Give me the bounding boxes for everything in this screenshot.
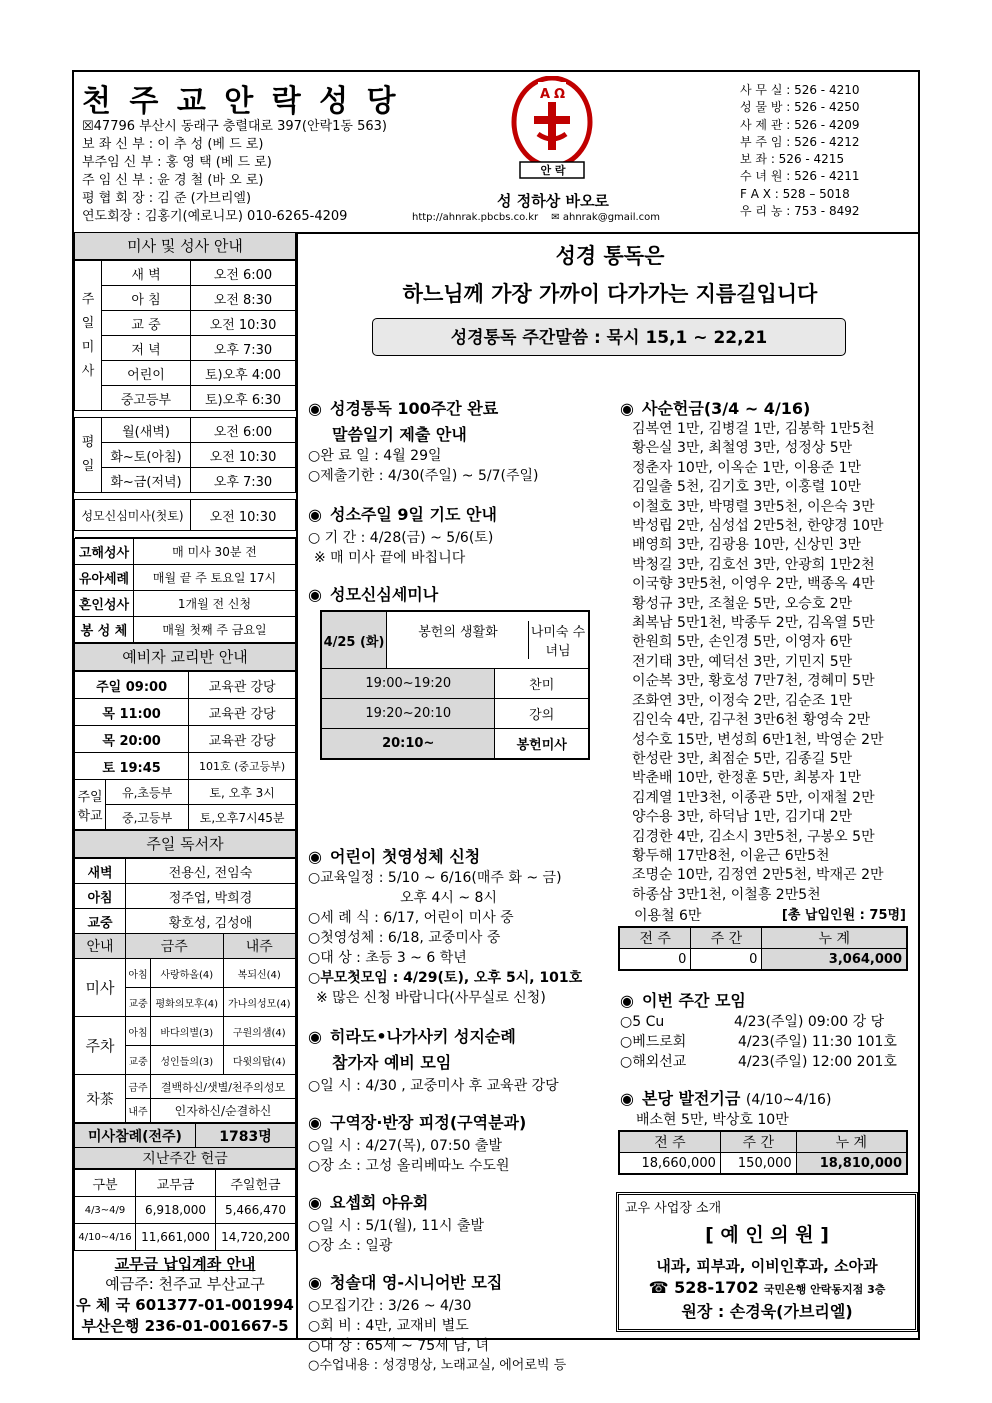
seminar-table: 4/25 (화) 봉헌의 생활화 나미숙 수녀님 19:00~19:20 찬미 19:20~20:10 강의 20:10~ 봉헌미사 [320, 610, 590, 760]
address: ☒47796 부산시 동래구 충렬대로 397(안락1동 563) [82, 119, 387, 134]
catechumen-title: 예비자 교리반 안내 [74, 643, 296, 671]
lent-donor-line: 김인숙 4만, 김구천 3만6천 황영숙 2만 [632, 712, 871, 729]
lent-donor-line: 김경한 4만, 김소시 3만5천, 구봉오 5만 [632, 828, 875, 845]
phone-list [740, 82, 859, 220]
building-total-table: 전 주 주 간 누 계 18,660,000 150,000 18,810,000 [618, 1130, 908, 1175]
weekday-label: 평 일 [75, 418, 102, 493]
clinic-phone: ☎ 528-1702 [648, 1278, 759, 1297]
staff-line: 평 협 회 장 : 김 준 (가브리엘) [82, 191, 252, 206]
notice-district-title: ◉ 구역장·반장 피정(구역분과) [308, 1113, 527, 1132]
phone-line: 사 제 관 : 526 - 4209 [740, 117, 860, 132]
lent-donor-line: 하종삼 3만1천, 이철흥 2만5천 [632, 886, 821, 903]
headline-2: 하느님께 가장 가까이 다가가는 지름길입니다 [402, 282, 818, 306]
staff-line: 부주임 신 부 : 홍 영 택 (베 드 로) [82, 155, 272, 170]
lent-donor-line: 양수용 3만, 하덕남 1만, 김기대 2만 [632, 809, 853, 826]
sunday-label: 주 일 미 사 [75, 261, 102, 411]
bullet-icon: ◉ [308, 1113, 322, 1132]
phone-line: 보 좌 : 526 - 4215 [740, 152, 845, 167]
lent-donor-line: 황은실 3만, 최철영 3만, 성정상 5만 [632, 440, 853, 457]
lent-donor-line: 최복남 5만1천, 박종두 2만, 김옥열 5만 [632, 615, 875, 632]
offering-table: 구분 교무금 주일헌금 4/3~4/9 6,918,000 5,466,470 4/10~4/16 11,661,000 14,720,200 [74, 1169, 296, 1251]
lent-total-table: 전 주 주 간 누 계 0 0 3,064,000 [618, 926, 908, 971]
bulletin-page: 천 주 교 안 락 성 당 ☒47796 부산시 동래구 충렬대로 397(안락1동 563) 보 좌 신 부 : 이 추 성 (베 드 로) 부주임 신 부 : 홍 영 택 (베 드 로) 주 임 신 부 : 윤 경 철 (바 오 로) 평 협 회 장 : 김 준 (가브리엘) 연도회장 : 김홍기(예로니모) 010-6265-4209 A Ω 안 락 성 정하상 바오로 http://ahnrak.pbcbs.co.kr ✉ ahnrak@gmail.com 사 무 실 : 526 - 4210 성 물 방 : 526 - 4250 사 제 관 : 526 - 4209 부 주 임 : 526 - 4212 보 좌 : 526 - 4215 수 녀 원 : 526 - 4211 F A X : 528 – 5018 우 리 농 : 753 - 8492 미사 및 성사 안내 주 일 미 사 새 벽 오전 6:00 아 침 오전 8:30 교 중 오전 10:30 저 녁 오후 7:30 어린이 토)오후 4:00 중고등부 토)오후 6:30 평 일 월(새벽) 오전 6:00 화~토(아침) 오전 10:30 화~금(저녁) 오후 7:30 성모신심미사(첫토) 오전 10:30 고해성사 매 미사 30분 전 유아세례 매월 끝 주 토요일 17시 혼인성사 1개월 전 신청 봉 성 체 매월 첫째 주 금요일 예비자 교리반 안내 주일 09:00 교육관 강당 목 11:00 교육관 강당 목 20:00 교육관 강당 토 19:45 101호 (중고등부) 주일학교 유,초등부 토, 오후 3시 중,고등부 토,오후7시45분 주일 독서자 새벽 전용신, 전임숙 아침 정주업, 박희경 교중 황호성, 김성애 안내 금주 내주 미사 아침 사랑하올(4) 복되신(4) 교중 평화의모후(4) 가나의성모(4) 주차 아침 바다의별(3) 구원의샘(4) 교중 성인들의(3) 다윗의탑(4) 차茶 금주 결백하신/샛별/천주의성모 내주 인자하신/순결하신 미사참례(전주) 1783명 지난주간 헌금 구분 교무금 주일헌금 4/3~4/9 6,918,000 5,466,470 4/10~4/16 11,661,000 14,720,200 교무금 납입계좌 안내 예금주: 천주교 부산교구 우 체 국 601377-01-001994 부산은행 236-01-001667-5 성경 통독은 하느님께 가장 가까이 다가가는 지름길입니다 성경통독 주간말씀 : 묵시 15,1 ~ 22,21 ◉ 성경통독 100주간 완료 말씀일기 제출 안내 ○완 료 일 : 4월 29일 ○제출기한 : 4/30(주일) ~ 5/7(주일) ◉ 성소주일 9일 기도 안내 ○ 기 간 : 4/28(금) ~ 5/6(토) ※ 매 미사 끝에 바칩니다 ◉ 성모신심세미나 4/25 (화) 봉헌의 생활화 나미숙 수녀님 19:00~19:20 찬미 19:20~20:10 강의 20:10~ 봉헌미사 ◉ 어린이 첫영성체 신청 ○교육일정 : 5/10 ~ 6/16(매주 화 ~ 금) 오후 4시 ~ 8시 ○세 례 식 : 6/17, 어린이 미사 중 ○첫영성체 : 6/18, 교중미사 중 ○대 상 : 초등 3 ~ 6 학년 ○부모첫모임 : 4/29(토), 오후 5시, 101호 ※ 많은 신청 바랍니다(사무실로 신청) ◉ 히라도•나가사키 성지순례 참가자 예비 모임 ○일 시 : 4/30 , 교중미사 후 교육관 강당 ◉ 구역장·반장 피정(구역분과) ○일 시 : 4/27(목), 07:50 출발 ○장 소 : 고성 올리베따노 수도원 ◉ 요셉회 야유회 ○일 시 : 5/1(월), 11시 출발 ○장 소 : 일광 ◉ 청솔대 영-시니어반 모집 ○모집기간 : 3/26 ~ 4/30 ○회 비 : 4만, 교재비 별도 ○대 상 : 65세 ~ 75세 남, 녀 ○수업내용 : 성경명상, 노래교실, 에어로빅 등 ◉ 사순헌금(3/4 ~ 4/16) 김복연 1만, 김병걸 1만, 김봉학 1만5천 황은실 3만, 최철영 3만, 성정상 5만 정춘자 10만, 이옥순 1만, 이용준 1만 김일출 5천, 김기호 3만, 이홍렬 10만 이철호 3만, 박명렬 3만5천, 이은숙 3만 박성립 2만, 심성섭 2만5천, 한양경 10만 배영희 3만, 김광용 10만, 신상민 3만 박청길 3만, 김호선 3만, 안광희 1만2천 이국향 3만5천, 이영우 2만, 백종옥 4만 황성규 3만, 조철운 5만, 오승호 2만 최복남 5만1천, 박종두 2만, 김옥열 5만 한원희 5만, 손인경 5만, 이영자 6만 전기태 3만, 예덕선 3만, 기민지 5만 이순복 3만, 황호성 7만7천, 경혜미 5만 조화연 3만, 이정숙 2만, 김순조 1만 김인숙 4만, 김구천 3만6천 황영숙 2만 성수호 15만, 변성희 6만1천, 박영순 2만 한성란 3만, 최점순 5만, 김종길 5만 박춘배 10만, 한정훈 5만, 최봉자 1만 김계열 1만3천, 이종관 5만, 이재철 2만 양수용 3만, 하덕남 1만, 김기대 2만 김경한 4만, 김소시 3만5천, 구봉오 5만 황두해 17만8천, 이윤근 6만5천 조명순 10만, 김정연 2만5천, 박재곤 2만 하종삼 3만1천, 이철흥 2만5천 이용철 6만 [총 납입인원 : 75명] 전 주 주 간 누 계 0 0 3,064,000 ◉ 이번 주간 모임 ○5 Cu 4/23(주일) 09:00 강 당 ○베드로회 4/23(주일) 11:30 101호 ○해외선교 4/23(주일) 12:00 201호 ◉ 본당 발전기금 (4/10~4/16) 배소현 5만, 박상호 10만 전 주 주 간 누 계 18,660,000 150,000 18,810,000 교우 사업장 소개 [ 예 인 의 원 ] 내과, 피부과, 이비인후과, 소아과 ☎ 528-1702 국민은행 안락동지점 3층 원장 : 손경욱(가브리엘) [72, 70, 920, 1340]
bullet-icon: ◉ [308, 585, 322, 604]
svg-text:Ω: Ω [554, 87, 566, 102]
mail-icon: ☒ [82, 119, 94, 134]
bullet-icon: ◉ [620, 399, 634, 418]
phone-line: 사 무 실 : 526 - 4210 [740, 83, 860, 97]
mass-table: 주 일 미 사 새 벽 오전 6:00 아 침 오전 8:30 교 중 오전 10:30 저 녁 오후 7:30 어린이 토)오후 4:00 중고등부 토)오후 6:30 평 일 월(새벽) 오전 6:00 화~토(아침) 오전 10:30 화~금(저녁) 오후 7:30 성모신심미사(첫토) 오전 10:30 [74, 260, 296, 538]
lent-donor-line: 전기태 3만, 예덕선 3만, 기민지 5만 [632, 653, 853, 670]
lent-donor-line: 성수호 15만, 변성희 6만1천, 박영순 2만 [632, 731, 884, 748]
lent-donor-line: 정춘자 10만, 이옥순 1만, 이용준 1만 [632, 459, 862, 476]
parish-title: 천 주 교 안 락 성 당 [82, 84, 400, 119]
notice-novena-title: ◉ 성소주일 9일 기도 안내 [308, 505, 497, 524]
lent-donor-line: 배영희 3만, 김광용 10만, 신상민 3만 [632, 537, 862, 554]
notice-bible100-title: ◉ 성경통독 100주간 완료 [308, 399, 499, 418]
attendance-table: 미사참례(전주) 1783명 지난주간 헌금 [74, 1123, 296, 1169]
column-divider [296, 232, 298, 1340]
header [74, 72, 918, 234]
email-link[interactable]: ahnrak@gmail.com [562, 212, 661, 223]
lent-donor-line: 박춘배 10만, 한정훈 5만, 최봉자 1만 [632, 770, 862, 787]
mass-title: 미사 및 성사 안내 [74, 232, 296, 260]
contact-links [412, 212, 660, 223]
phone-line: 수 녀 원 : 526 - 4211 [740, 169, 860, 184]
notice-communion-title: ◉ 어린이 첫영성체 신청 [308, 847, 481, 866]
bullet-icon: ◉ [308, 505, 322, 524]
left-column [74, 232, 296, 1337]
lent-donor-line: 김복연 1만, 김병걸 1만, 김봉학 1만5천 [632, 421, 875, 437]
lent-donor-line: 이순복 3만, 황호성 7만7천, 경혜미 5만 [632, 673, 875, 690]
lent-last-row: 이용철 6만 [총 납입인원 : 75명] [634, 908, 906, 924]
phone-line: F A X : 528 – 5018 [740, 186, 850, 201]
lent-donor-list [632, 420, 884, 905]
lent-offering-title: ◉ 사순헌금(3/4 ~ 4/16) [620, 399, 811, 418]
lent-donor-line: 황두해 17만8천, 이윤근 6만5천 [632, 847, 830, 864]
lent-donor-line: 한원희 5만, 손인경 5만, 이영자 6만 [632, 634, 853, 651]
phone-line: 부 주 임 : 526 - 4212 [740, 134, 860, 149]
svg-text:A: A [540, 87, 551, 102]
business-ad-box: 교우 사업장 소개 [ 예 인 의 원 ] 내과, 피부과, 이비인후과, 소아과 ☎ 528-1702 국민은행 안락동지점 3층 원장 : 손경욱(가브리엘) [616, 1192, 918, 1332]
seminar-topic: 봉헌의 생활화 나미숙 수녀님 [387, 611, 590, 669]
account-title: 교무금 납입계좌 안내 [114, 1255, 256, 1273]
building-fund-title: ◉ 본당 발전기금 (4/10~4/16) [620, 1089, 832, 1108]
lent-donor-line: 김계열 1만3천, 이종관 5만, 이재철 2만 [632, 789, 875, 806]
notice-senior-title: ◉ 청솔대 영-시니어반 모집 [308, 1273, 503, 1292]
lent-donor-line: 김일출 5천, 김기호 3만, 이홍렬 10만 [632, 479, 862, 496]
lent-donor-line: 이국향 3만5천, 이영우 2만, 백종옥 4만 [632, 576, 875, 593]
bullet-icon: ◉ [308, 847, 322, 866]
phone-line: 성 물 방 : 526 - 4250 [740, 100, 860, 115]
lent-donor-line: 한성란 3만, 최점순 5만, 김종길 5만 [632, 750, 853, 767]
school-label: 주일학교 [75, 780, 106, 830]
catechumen-table: 주일 09:00 교육관 강당 목 11:00 교육관 강당 목 20:00 교육관 강당 토 19:45 101호 (중고등부) 주일학교 유,초등부 토, 오후 3시 중,고등부 토,오후7시45분 [74, 671, 296, 830]
bullet-icon: ◉ [620, 991, 634, 1010]
bullet-icon: ◉ [620, 1089, 634, 1108]
staff-line: 보 좌 신 부 : 이 추 성 (베 드 로) [82, 137, 264, 152]
staff-line: 주 임 신 부 : 윤 경 철 (바 오 로) [82, 173, 264, 188]
readers-title: 주일 독서자 [74, 830, 296, 858]
weekly-verse-box: 성경통독 주간말씀 : 묵시 15,1 ~ 22,21 [372, 318, 846, 356]
patron-saint: 성 정하상 바오로 [497, 192, 609, 210]
account-lines: 예금주: 천주교 부산교구 우 체 국 601377-01-001994 부산은행 236-01-001667-5 [76, 1275, 294, 1335]
lent-donor-line: 조화연 3만, 이정숙 2만, 김순조 1만 [632, 692, 853, 709]
phone-line: 우 리 농 : 753 - 8492 [740, 204, 860, 219]
staff-line: 연도회장 : 김홍기(예로니모) 010-6265-4209 [82, 209, 348, 224]
mail-icon: ✉ [551, 212, 560, 223]
bullet-icon: ◉ [308, 1193, 322, 1212]
lent-donor-line: 황성규 3만, 조철운 5만, 오승호 2만 [632, 595, 853, 612]
meetings-title: ◉ 이번 주간 모임 [620, 991, 746, 1010]
bullet-icon: ◉ [308, 399, 322, 418]
bullet-icon: ◉ [308, 1027, 322, 1046]
logo-label: 안 락 [540, 164, 566, 177]
notice-joseph-title: ◉ 요셉회 야유회 [308, 1193, 429, 1212]
lent-donor-line: 이철호 3만, 박명렬 3만5천, 이은숙 3만 [632, 498, 875, 515]
lent-donor-line: 조명순 10만, 김정연 2만5천, 박재곤 2만 [632, 867, 884, 884]
lent-donor-line: 박청길 3만, 김호선 3만, 안광희 1만2천 [632, 556, 875, 573]
notice-pilgrimage-title: ◉ 히라도•나가사키 성지순례 [308, 1027, 516, 1046]
sacrament-table: 고해성사 매 미사 30분 전 유아세례 매월 끝 주 토요일 17시 혼인성사 1개월 전 신청 봉 성 체 매월 첫째 주 금요일 [74, 538, 296, 643]
clinic-name: [ 예 인 의 원 ] [705, 1224, 829, 1246]
readers-table: 새벽 전용신, 전임숙 아침 정주업, 박희경 교중 황호성, 김성애 안내 금주 내주 미사 아침 사랑하올(4) 복되신(4) 교중 평화의모후(4) 가나의성모(4) 주차 아침 바다의별(3) 구원의샘(4) 교중 성인들의(3) 다윗의탑(4) 차茶 금주 결백하신/샛별/천주의성모 내주 인자하신/순결하신 [74, 858, 296, 1123]
lent-donor-line: 박성립 2만, 심성섭 2만5천, 한양경 10만 [632, 518, 884, 535]
notice-seminar-title: ◉ 성모신심세미나 [308, 585, 439, 604]
headline-1: 성경 통독은 [555, 244, 665, 268]
website-link[interactable]: http://ahnrak.pbcbs.co.kr [412, 212, 539, 223]
bullet-icon: ◉ [308, 1273, 322, 1292]
